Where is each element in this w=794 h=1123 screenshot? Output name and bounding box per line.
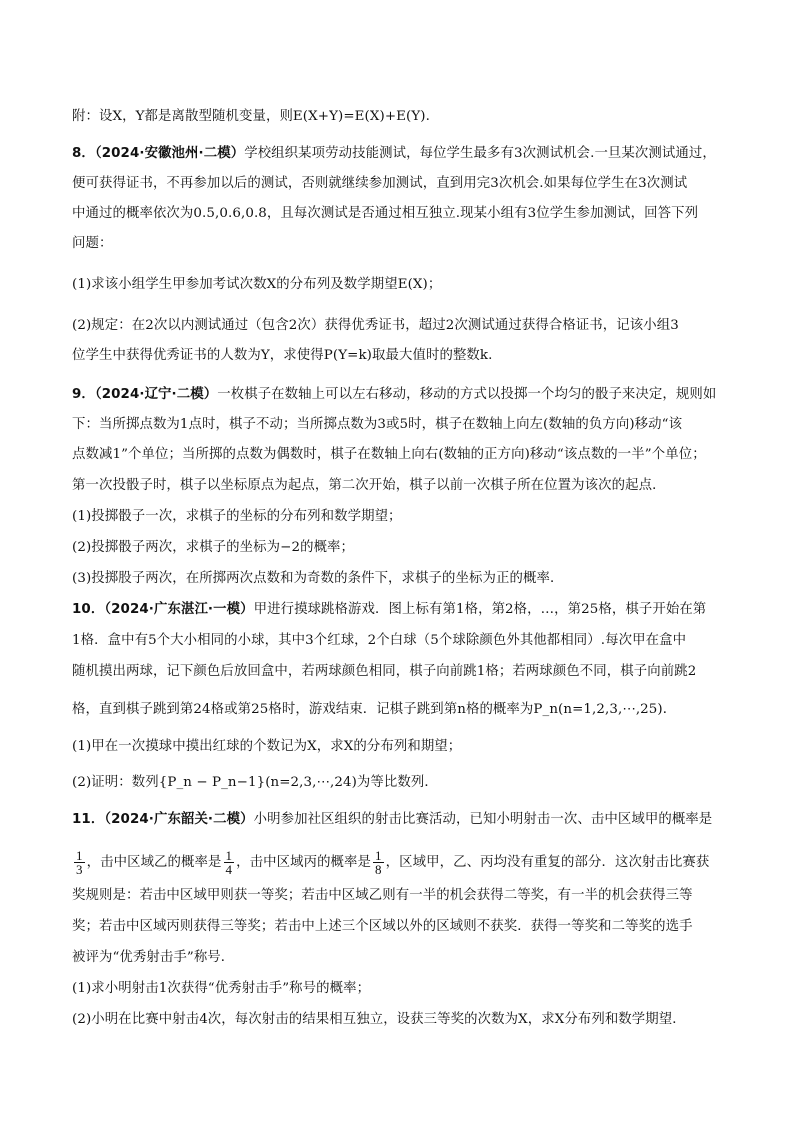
q11-number: 11． [72,812,105,827]
q11-source: （2024·广东韶关·二模） [104,812,254,827]
q9-text-1: 一枚棋子在数轴上可以左右移动，移动的方式以投掷一个均匀的骰子来决定，规则如 [217,387,717,402]
q11-line-1 [72,810,722,830]
q8-number: 8． [72,146,95,161]
q10-number: 10． [72,602,105,617]
q8-part-2a: (2)规定：在2次以内测试通过（包含2次）获得优秀证书，超过2次测试通过获得合格证书，记该小组3 [72,318,679,333]
q11-line-5: 被评为“优秀射击手”称号． [72,950,235,965]
q11-part-2: (2)小明在比赛中射击4次，每次射击的结果相互独立，设获三等奖的次数为X，求X分布列和数学期望． [72,1012,686,1027]
q8-part-2b: 位学生中获得优秀证书的人数为Y，求使得P(Y=k)取最大值时的整数k. [72,348,493,363]
q10-part-1: (1)甲在一次摸球中摸出红球的个数记为X，求X的分布列和期望； [72,739,462,754]
q10-part-2: (2)证明：数列{P_n − P_n−1}(n=2,3,⋯,24)为等比数列． [72,775,438,790]
q11-text-1: 小明参加社区组织的射击比赛活动，已知小明射击一次、击中区域甲的概率是 [253,812,713,827]
q8-part-1: (1)求该小组学生甲参加考试次数X的分布列及数学期望E(X)； [72,277,442,292]
q8-line-2: 便可获得证书，不再参加以后的测试，否则就继续参加测试，直到用完3次机会.如果每位学生在3次测试 [72,176,688,191]
q11-line-2: $\frac{1}{3}$ ，击中区域乙的概率是 $\frac{1}{4}$ ，击中区域丙的概率是 $\frac{1}{8}$ ，区域甲，乙、丙均没有重复的部分．这次射击比赛获 [76,848,710,877]
note-line: 附：设X，Y都是离散型随机变量，则E(X+Y)=E(X)+E(Y). [72,109,430,124]
q8-line-1 [72,144,722,164]
q11-part-1: (1)求小明射击1次获得“优秀射击手”称号的概率； [72,981,371,996]
q9-line-1 [72,385,722,405]
q10-text-1: 甲进行摸球跳格游戏．图上标有第1格，第2格，…，第25格，棋子开始在第 [253,602,707,617]
q10-line-3: 随机摸出两球，记下颜色后放回盒中，若两球颜色相同，棋子向前跳1格；若两球颜色不同，棋子向前跳2 [72,664,697,679]
q10-line-2: 1格．盒中有5个大小相同的小球，其中3个红球，2个白球（5个球除颜色外其他都相同）.每次甲在盒中 [72,633,687,648]
fraction-one-eighth: $\frac{1}{8}$ [375,848,382,877]
fraction-one-third: $\frac{1}{3}$ [76,848,83,877]
q10-source: （2024·广东湛江·一模） [104,602,254,617]
q9-line-4: 第一次投骰子时，棋子以坐标原点为起点，第二次开始，棋子以前一次棋子所在位置为该次的起点． [72,478,666,493]
q8-line-4: 问题： [72,236,113,251]
fraction-one-quarter: $\frac{1}{4}$ [225,848,233,877]
q9-part-2: (2)投掷骰子两次，求棋子的坐标为−2的概率； [72,540,355,555]
q9-part-3: (3)投掷股子两次，在所掷两次点数和为奇数的条件下，求棋子的坐标为正的概率． [72,571,564,586]
q9-part-1: (1)投掷骰子一次，求棋子的坐标的分布列和数学期望； [72,509,402,524]
q8-source: （2024·安徽池州·二模） [94,146,245,161]
q10-line-1 [72,600,722,620]
q9-line-2: 下：当所掷点数为1点时，棋子不动；当所掷点数为3或5时，棋子在数轴上向左(数轴的负方向)移动“该 [72,417,683,432]
q11-line-4: 奖；若击中区域丙则获得三等奖；若击中上述三个区域以外的区域则不获奖．获得一等奖和二等奖的选手 [72,919,693,934]
q10-line-4: 格，直到棋子跳到第24格或第25格时，游戏结束．记棋子跳到第n格的概率为P_n(n=1,2,3,⋯,25)． [72,702,677,717]
q9-line-3: 点数减1”个单位；当所掷的点数为偶数时，棋子在数轴上向右(数轴的正方向)移动“该点数的一半”个单位； [72,447,706,462]
q9-source: （2024·辽宁·二模） [94,387,218,402]
q8-line-3: 中通过的概率依次为0.5,0.6,0.8，且每次测试是否通过相互独立.现某小组有3位学生参加测试，回答下列 [72,206,699,221]
q11-line-3: 奖规则是：若击中区域甲则获一等奖；若击中区域乙则有一半的机会获得二等奖，有一半的机会获得三等 [72,888,693,903]
q8-text-1: 学校组织某项劳动技能测试，每位学生最多有3次测试机会.一旦某次测试通过， [244,146,716,161]
q9-number: 9． [72,387,95,402]
